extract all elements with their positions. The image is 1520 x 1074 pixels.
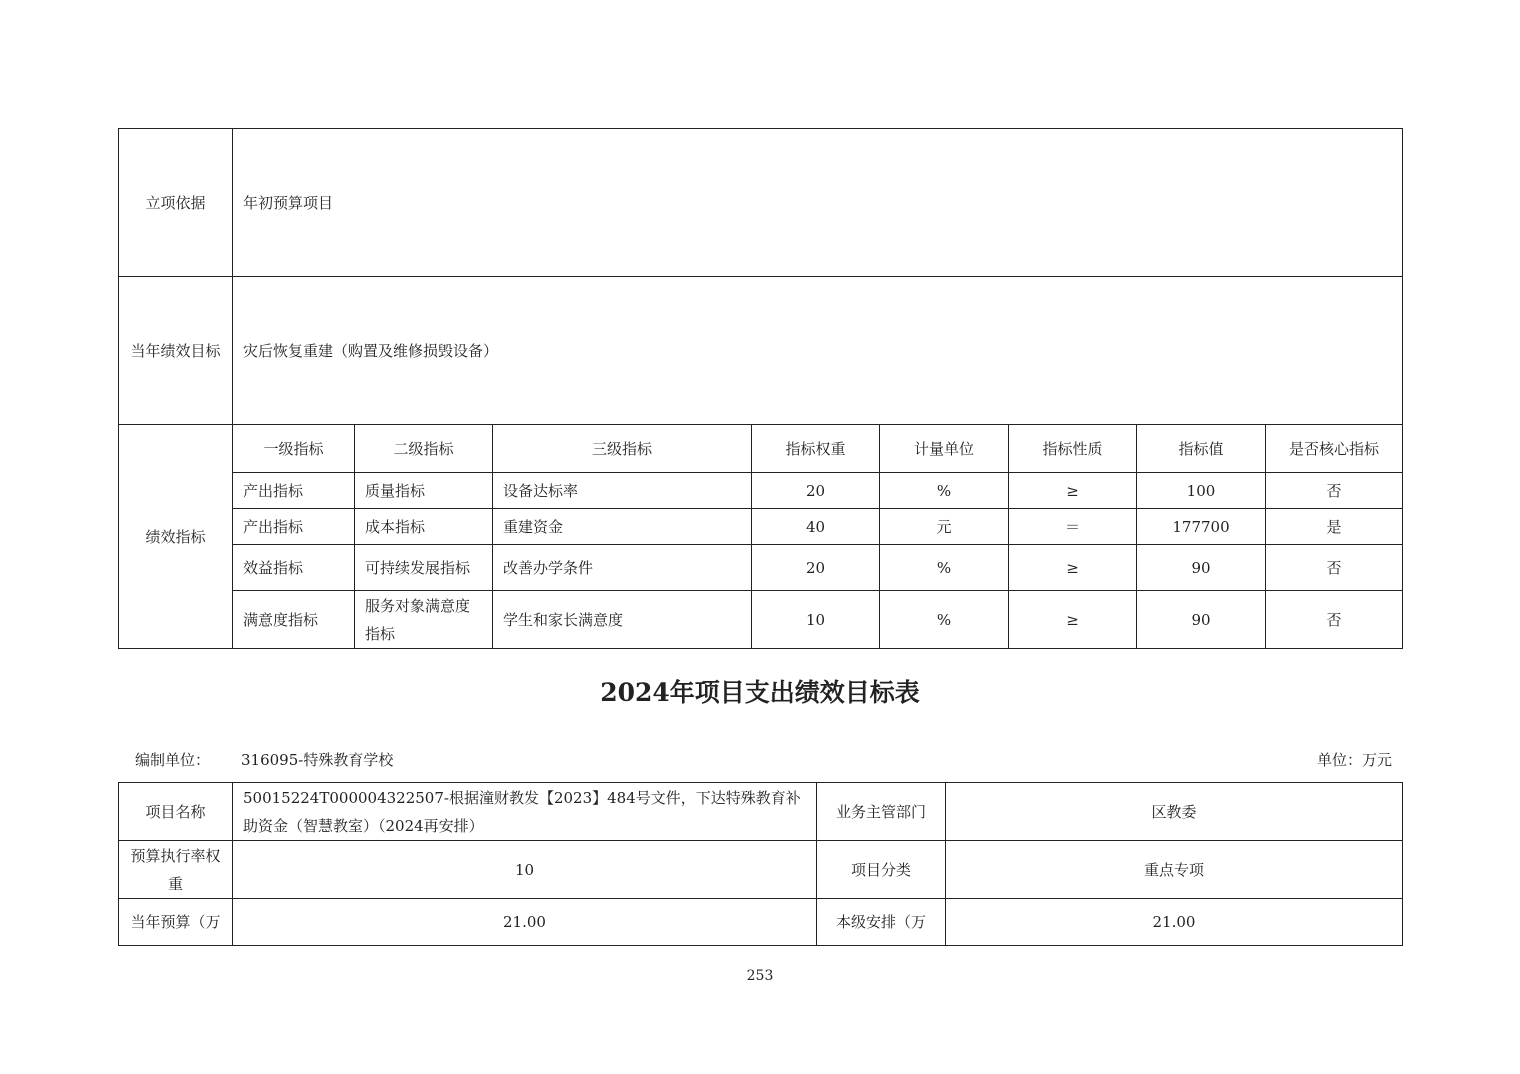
table-row	[119, 509, 1403, 545]
page-title: 2024年项目支出绩效目标表	[600, 678, 920, 707]
cell-unit: %	[880, 473, 1009, 509]
header-unit: 计量单位	[880, 425, 1009, 473]
level-label: 本级安排（万	[817, 899, 946, 946]
cell-level1: 产出指标	[233, 509, 355, 545]
table-row	[119, 473, 1403, 509]
cell-weight: 20	[752, 473, 880, 509]
header-weight: 指标权重	[752, 425, 880, 473]
goal-label: 当年绩效目标	[119, 277, 233, 425]
cell-level3: 学生和家长满意度	[493, 591, 752, 649]
budget-label: 当年预算（万	[119, 899, 233, 946]
category-label: 项目分类	[817, 841, 946, 899]
header-value: 指标值	[1137, 425, 1266, 473]
cell-unit: %	[880, 545, 1009, 591]
header-level3: 三级指标	[493, 425, 752, 473]
category-value: 重点专项	[946, 841, 1403, 899]
cell-level2: 成本指标	[355, 509, 493, 545]
org-value: 316095-特殊教育学校	[241, 751, 394, 769]
cell-level3: 改善办学条件	[493, 545, 752, 591]
project-name-label: 项目名称	[119, 783, 233, 841]
cell-core: 是	[1266, 509, 1403, 545]
dept-label: 业务主管部门	[817, 783, 946, 841]
exec-rate-label: 预算执行率权重	[119, 841, 233, 899]
header-nature: 指标性质	[1009, 425, 1137, 473]
project-info-table	[118, 782, 1403, 946]
table-row	[119, 591, 1403, 649]
org-label: 编制单位：	[135, 751, 211, 769]
project-name-value: 50015224T000004322507-根据潼财教发【2023】484号文件，下达特殊教育补助资金（智慧教室）（2024再安排）	[233, 783, 817, 841]
goal-value: 灾后恢复重建（购置及维修损毁设备）	[233, 277, 1403, 425]
basis-value: 年初预算项目	[233, 129, 1403, 277]
cell-unit: %	[880, 591, 1009, 649]
indicators-label: 绩效指标	[119, 425, 233, 649]
cell-level3: 设备达标率	[493, 473, 752, 509]
cell-value: 100	[1137, 473, 1266, 509]
cell-weight: 10	[752, 591, 880, 649]
exec-rate-value: 10	[233, 841, 817, 899]
cell-level2: 服务对象满意度指标	[355, 591, 493, 649]
performance-indicator-table	[118, 128, 1403, 649]
cell-core: 否	[1266, 545, 1403, 591]
cell-core: 否	[1266, 473, 1403, 509]
unit-line	[135, 746, 1392, 774]
cell-level1: 满意度指标	[233, 591, 355, 649]
currency-unit: 单位：万元	[1316, 751, 1392, 769]
cell-level2: 可持续发展指标	[355, 545, 493, 591]
header-core: 是否核心指标	[1266, 425, 1403, 473]
cell-core: 否	[1266, 591, 1403, 649]
cell-weight: 40	[752, 509, 880, 545]
table-row	[119, 545, 1403, 591]
page-number: 253	[746, 968, 774, 984]
cell-value: 90	[1137, 545, 1266, 591]
cell-nature: ＝	[1009, 509, 1137, 545]
basis-label: 立项依据	[119, 129, 233, 277]
cell-nature: ≥	[1009, 473, 1137, 509]
cell-weight: 20	[752, 545, 880, 591]
budget-value: 21.00	[233, 899, 817, 946]
header-level2: 二级指标	[355, 425, 493, 473]
cell-level1: 效益指标	[233, 545, 355, 591]
cell-value: 90	[1137, 591, 1266, 649]
header-level1: 一级指标	[233, 425, 355, 473]
cell-nature: ≥	[1009, 545, 1137, 591]
cell-value: 177700	[1137, 509, 1266, 545]
cell-nature: ≥	[1009, 591, 1137, 649]
level-value: 21.00	[946, 899, 1403, 946]
cell-unit: 元	[880, 509, 1009, 545]
cell-level3: 重建资金	[493, 509, 752, 545]
dept-value: 区教委	[946, 783, 1403, 841]
cell-level1: 产出指标	[233, 473, 355, 509]
cell-level2: 质量指标	[355, 473, 493, 509]
